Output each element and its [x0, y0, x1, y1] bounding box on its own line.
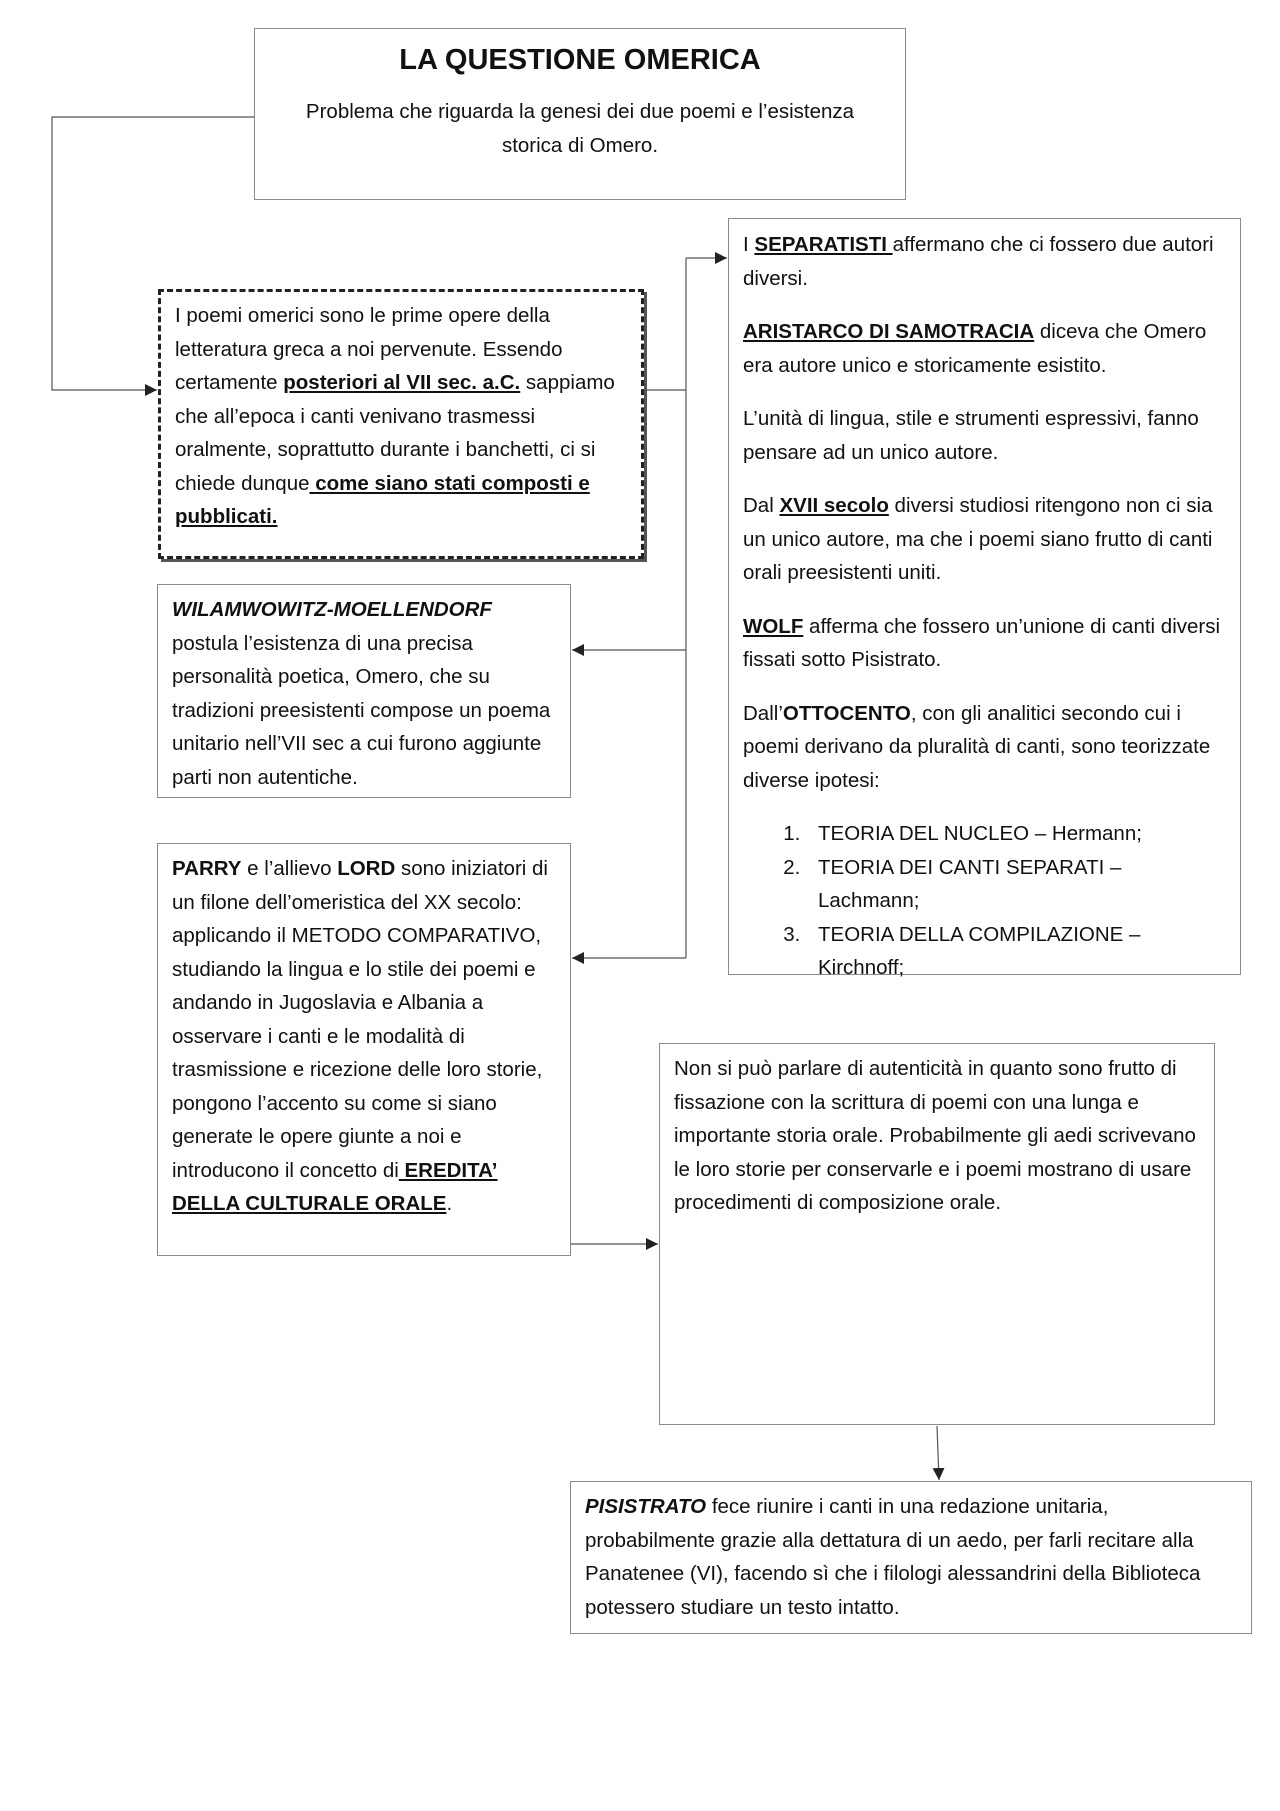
page-title: LA QUESTIONE OMERICA: [399, 44, 761, 76]
oral-culture-concept: EREDITA’ DELLA CULTURALE ORALE: [172, 1158, 498, 1215]
title-box: [254, 28, 906, 200]
theories-list: [743, 817, 1226, 985]
text-part: sono iniziatori di un filone dell’omeristica del XX secolo: applicando il METODO COMPARATIVO, studiando la lingua e lo stile dei poemi e andando in Jugoslavia e Albania a osservare i canti e le modalità di trasmissione e ricezione delle loro storie, pongono l’accento su come si siano generate le opere giunte a noi e introducono il concetto di: [172, 857, 548, 1182]
parry-name: PARRY: [172, 857, 242, 880]
wilamowitz-name: WILAMWOWITZ-MOELLENDORF: [172, 598, 492, 621]
aristarco-paragraph: [743, 315, 1226, 382]
text-part: Dal: [743, 494, 780, 517]
title-subtitle: Problema che riguarda la genesi dei due poemi e l’esistenza storica di Omero.: [305, 100, 855, 157]
intro-text-part: I poemi omerici sono le prime opere della letteratura greca a noi pervenute. Essendo certamente: [175, 304, 563, 394]
xvii-keyword: XVII secolo: [779, 494, 889, 517]
unita-paragraph: L’unità di lingua, stile e strumenti espressivi, fanno pensare ad un unico autore.: [743, 407, 1199, 464]
arrow-authenticity-to-pisistrato: [937, 1426, 939, 1480]
wolf-paragraph: [743, 610, 1226, 677]
ottocento-keyword: OTTOCENTO: [782, 701, 911, 725]
text-part: diceva che Omero era autore unico e storicamente esistito.: [743, 320, 1207, 377]
parry-lord-box: [157, 843, 571, 1256]
aristarco-keyword: ARISTARCO DI SAMOTRACIA: [743, 320, 1035, 343]
authenticity-text: Non si può parlare di autenticità in quanto sono frutto di fissazione con la scrittura di poemi con una lunga e importante storia orale. Probabilmente gli aedi scrivevano le loro storie per conservarle e i poemi mostrano di usare procedimenti di composizione orale.: [674, 1057, 1196, 1214]
intro-text-part: sappiamo che all’epoca i canti venivano trasmessi oralmente, soprattutto durante i banchetti, ci si chiede dunque: [175, 371, 615, 495]
text-part: .: [446, 1192, 453, 1215]
separatisti-keyword: SEPARATISTI: [754, 233, 893, 256]
text-part: afferma che fossero un’unione di canti diversi fissati sotto Pisistrato.: [743, 614, 1221, 671]
lord-name: LORD: [337, 857, 396, 880]
text-part: , con gli analitici secondo cui i poemi derivano da pluralità di canti, sono teorizzate diverse ipotesi:: [743, 701, 1211, 792]
separatisti-paragraph: [743, 228, 1226, 295]
authenticity-box: [659, 1043, 1215, 1425]
theory-item: 1. TEORIA DEL NUCLEO – Hermann;: [806, 817, 1226, 851]
pisistrato-box: [570, 1481, 1252, 1634]
text-part: postula l’esistenza di una precisa personalità poetica, Omero, che su tradizioni preesistenti compose un poema unitario nell’VII sec a cui furono aggiunte parti non autentiche.: [172, 631, 551, 789]
text-part: Dall’: [743, 701, 783, 725]
pisistrato-name: PISISTRATO: [585, 1495, 707, 1518]
intro-text: [175, 299, 627, 534]
xvii-paragraph: [743, 489, 1226, 590]
intro-question-highlight: come siano stati composti e pubblicati.: [175, 471, 590, 528]
wilamowitz-box: [157, 584, 571, 798]
text-part: I: [743, 233, 755, 256]
theory-item: 2. TEORIA DEI CANTI SEPARATI – Lachmann;: [806, 851, 1226, 918]
text-part: diversi studiosi ritengono non ci sia un unico autore, ma che i poemi siano frutto di canti orali preesistenti uniti.: [743, 494, 1213, 584]
separatisti-box: [728, 218, 1241, 979]
pisistrato-text: [585, 1490, 1237, 1624]
text-part: fece riunire i canti in una redazione unitaria, probabilmente grazie alla dettatura di un aedo, per farli recitare alla Panatenee (VI), facendo sì che i filologi alessandrini della Biblioteca potessero studiare un testo intatto.: [585, 1495, 1201, 1619]
wolf-keyword: WOLF: [743, 614, 804, 638]
ottocento-paragraph: [743, 697, 1226, 798]
intro-box: [158, 289, 644, 559]
text-part: affermano che ci fossero due autori diversi.: [743, 233, 1214, 290]
theory-item: 3. TEORIA DELLA COMPILAZIONE – Kirchnoff;: [806, 918, 1226, 985]
parry-text: [172, 852, 556, 1221]
wilamowitz-text: [172, 593, 556, 794]
text-part: e l’allievo: [241, 857, 338, 880]
intro-date-highlight: posteriori al VII sec. a.C.: [283, 371, 521, 394]
